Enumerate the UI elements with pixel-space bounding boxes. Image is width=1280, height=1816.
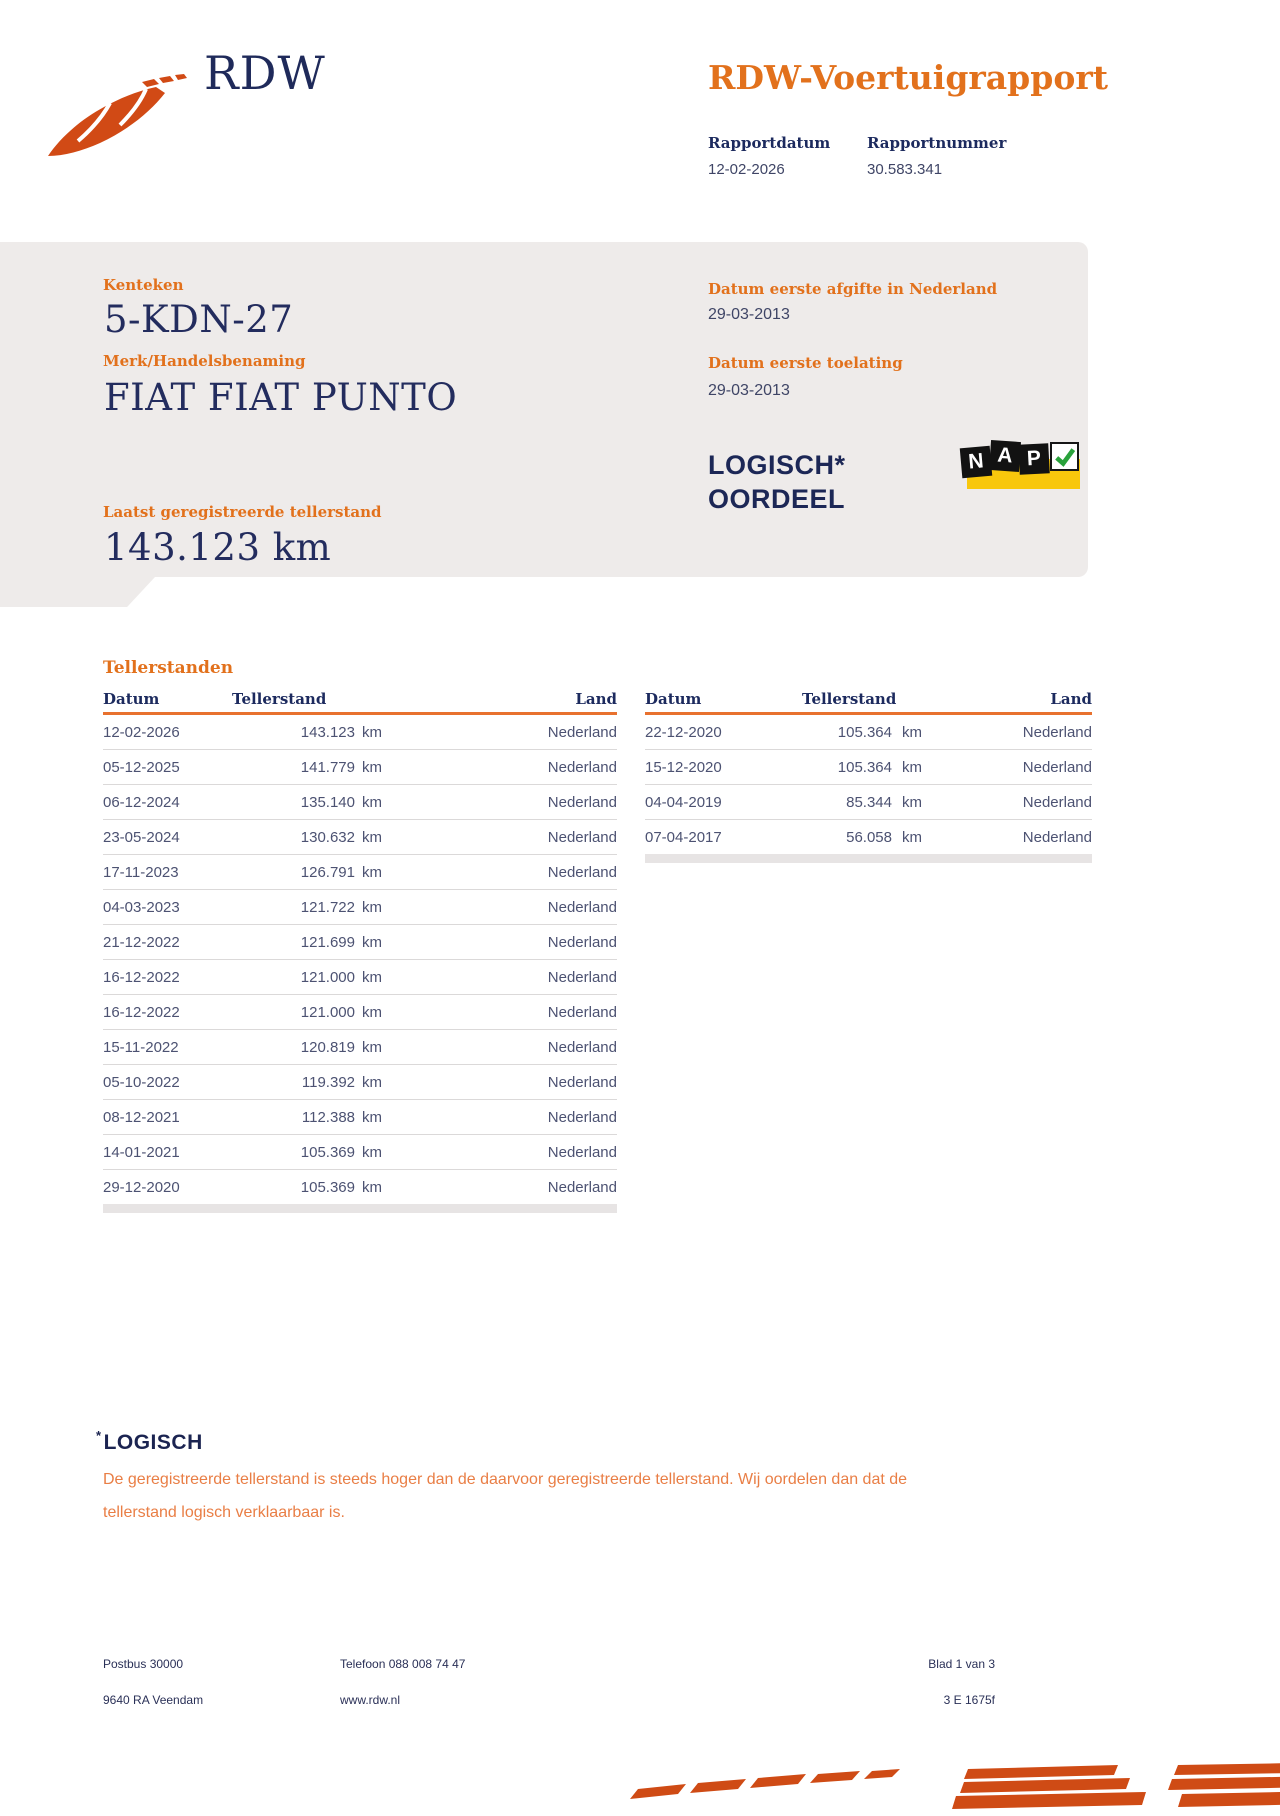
cell-datum: 15-11-2022 xyxy=(103,1038,179,1056)
column-header-tellerstand: Tellerstand xyxy=(802,690,897,708)
cell-datum: 16-12-2022 xyxy=(103,968,180,986)
cell-land: Nederland xyxy=(1022,758,1092,776)
cell-tellerstand xyxy=(232,829,382,846)
cell-datum: 04-04-2019 xyxy=(645,793,722,811)
footer-postbus: Postbus 30000 xyxy=(103,1657,184,1671)
cell-land: Nederland xyxy=(547,1038,617,1056)
km-unit: km xyxy=(362,793,382,811)
cell-land: Nederland xyxy=(547,1003,617,1021)
table-row xyxy=(103,1030,617,1065)
cell-land: Nederland xyxy=(1022,793,1092,811)
document-title: RDW-Voertuigrapport xyxy=(708,58,1108,97)
km-unit: km xyxy=(362,1003,382,1021)
datum-eerste-toelating-value: 29-03-2013 xyxy=(708,382,790,399)
table-row xyxy=(103,750,617,785)
cell-tellerstand xyxy=(232,1179,382,1196)
merk-value: FIAT FIAT PUNTO xyxy=(104,376,458,419)
cell-datum: 07-04-2017 xyxy=(645,828,722,846)
column-header-datum: Datum xyxy=(103,690,160,708)
table-row xyxy=(645,785,1092,820)
footer-website: www.rdw.nl xyxy=(340,1693,401,1707)
km-value: 56.058 xyxy=(846,828,892,846)
table-header-row xyxy=(103,690,617,715)
cell-datum: 21-12-2022 xyxy=(103,933,180,951)
km-value: 105.369 xyxy=(300,1178,355,1196)
cell-tellerstand xyxy=(232,724,382,741)
km-unit: km xyxy=(362,863,382,881)
km-unit: km xyxy=(902,793,922,811)
asterisk: * xyxy=(96,1428,102,1443)
cell-datum: 05-12-2025 xyxy=(103,758,180,776)
km-unit: km xyxy=(362,1108,382,1126)
km-unit: km xyxy=(362,828,382,846)
cell-land: Nederland xyxy=(547,1073,617,1091)
laatste-tellerstand-value: 143.123 km xyxy=(104,526,332,569)
km-value: 105.364 xyxy=(837,723,892,741)
table-end-bar xyxy=(103,1204,617,1213)
cell-datum: 12-02-2026 xyxy=(103,723,180,741)
datum-eerste-afgifte-value: 29-03-2013 xyxy=(708,306,790,323)
table-row xyxy=(645,715,1092,750)
km-value: 105.369 xyxy=(300,1143,355,1161)
tire-track-graphic-icon xyxy=(630,1763,1280,1811)
cell-tellerstand xyxy=(232,934,382,951)
table-row xyxy=(103,715,617,750)
rapportnummer-block xyxy=(867,134,1006,178)
km-unit: km xyxy=(362,1073,382,1091)
nap-logo xyxy=(961,438,1081,492)
km-unit: km xyxy=(362,1038,382,1056)
km-value: 141.779 xyxy=(300,758,355,776)
cell-land: Nederland xyxy=(547,828,617,846)
cell-datum: 05-10-2022 xyxy=(103,1073,180,1091)
column-header-land: Land xyxy=(1050,690,1092,708)
table-row xyxy=(103,1170,617,1204)
kenteken-label: Kenteken xyxy=(103,276,184,294)
km-unit: km xyxy=(362,898,382,916)
oordeel-line1: LOGISCH* xyxy=(708,450,846,480)
km-unit: km xyxy=(362,1143,382,1161)
table-row xyxy=(103,890,617,925)
logisch-explanation-body: De geregistreerde tellerstand is steeds hoger dan de daarvoor geregistreerde tellerstand. Wij oordelen dan dat de tellerstand logisch verklaarbaar is. xyxy=(103,1471,908,1521)
logisch-explanation-title xyxy=(96,1428,203,1455)
cell-tellerstand xyxy=(232,899,382,916)
explanation-title-text: LOGISCH xyxy=(103,1431,203,1454)
km-value: 130.632 xyxy=(300,828,355,846)
column-header-datum: Datum xyxy=(645,690,702,708)
km-unit: km xyxy=(362,968,382,986)
cell-tellerstand xyxy=(232,794,382,811)
km-unit: km xyxy=(362,723,382,741)
nap-checkmark-icon xyxy=(1050,442,1079,471)
km-unit: km xyxy=(902,758,922,776)
table-header-row xyxy=(645,690,1092,715)
table-row xyxy=(103,785,617,820)
rapportdatum-value: 12-02-2026 xyxy=(708,161,785,178)
cell-tellerstand xyxy=(802,759,922,776)
cell-tellerstand xyxy=(232,1144,382,1161)
tellerstanden-table-left xyxy=(103,690,617,1213)
table-row xyxy=(103,820,617,855)
cell-datum: 17-11-2023 xyxy=(103,863,179,881)
cell-land: Nederland xyxy=(547,758,617,776)
rapportnummer-value: 30.583.341 xyxy=(867,161,943,178)
cell-datum: 29-12-2020 xyxy=(103,1178,180,1196)
cell-land: Nederland xyxy=(547,863,617,881)
kenteken-value: 5-KDN-27 xyxy=(104,298,294,341)
footer-postcode: 9640 RA Veendam xyxy=(103,1693,204,1707)
cell-land: Nederland xyxy=(547,898,617,916)
cell-datum: 22-12-2020 xyxy=(645,723,722,741)
cell-land: Nederland xyxy=(1022,723,1092,741)
table-row xyxy=(103,995,617,1030)
rapportnummer-label: Rapportnummer xyxy=(867,134,1007,152)
cell-land: Nederland xyxy=(1022,828,1092,846)
km-value: 120.819 xyxy=(300,1038,355,1056)
oordeel-line2: OORDEEL xyxy=(708,484,846,514)
km-value: 126.791 xyxy=(300,863,355,881)
rdw-logo-swoosh-icon xyxy=(46,74,188,158)
km-value: 105.364 xyxy=(837,758,892,776)
km-value: 85.344 xyxy=(846,793,892,811)
cell-land: Nederland xyxy=(547,723,617,741)
cell-tellerstand xyxy=(802,724,922,741)
km-value: 121.000 xyxy=(300,968,355,986)
tellerstanden-section-title: Tellerstanden xyxy=(103,658,234,678)
rdw-logo-text: RDW xyxy=(204,46,326,100)
tellerstanden-table-right xyxy=(645,690,1092,863)
cell-tellerstand xyxy=(232,1039,382,1056)
footer-telefoon: Telefoon 088 008 74 47 xyxy=(340,1657,466,1671)
table-row xyxy=(103,960,617,995)
column-header-land: Land xyxy=(575,690,617,708)
cell-tellerstand xyxy=(232,864,382,881)
oordeel-text xyxy=(708,448,846,516)
km-value: 135.140 xyxy=(300,793,355,811)
table-row xyxy=(103,855,617,890)
cell-land: Nederland xyxy=(547,1178,617,1196)
km-value: 121.000 xyxy=(300,1003,355,1021)
km-unit: km xyxy=(902,828,922,846)
datum-eerste-afgifte-label: Datum eerste afgifte in Nederland xyxy=(708,280,998,298)
cell-datum: 16-12-2022 xyxy=(103,1003,180,1021)
footer-page-number: Blad 1 van 3 xyxy=(928,1657,995,1671)
km-value: 121.699 xyxy=(300,933,355,951)
merk-label: Merk/Handelsbenaming xyxy=(103,352,306,370)
cell-datum: 06-12-2024 xyxy=(103,793,180,811)
km-value: 119.392 xyxy=(301,1073,355,1091)
km-unit: km xyxy=(362,1178,382,1196)
cell-tellerstand xyxy=(232,1074,382,1091)
vehicle-summary-panel xyxy=(0,242,1088,577)
cell-tellerstand xyxy=(232,1004,382,1021)
table-row xyxy=(103,925,617,960)
cell-tellerstand xyxy=(802,829,922,846)
cell-datum: 04-03-2023 xyxy=(103,898,180,916)
cell-tellerstand xyxy=(232,969,382,986)
km-value: 143.123 xyxy=(300,723,355,741)
cell-tellerstand xyxy=(232,759,382,776)
datum-eerste-toelating-label: Datum eerste toelating xyxy=(708,354,903,372)
km-unit: km xyxy=(362,933,382,951)
table-row xyxy=(103,1065,617,1100)
cell-land: Nederland xyxy=(547,1143,617,1161)
table-row xyxy=(645,820,1092,854)
cell-tellerstand xyxy=(802,794,922,811)
cell-tellerstand xyxy=(232,1109,382,1126)
table-row xyxy=(103,1135,617,1170)
km-value: 121.722 xyxy=(300,898,355,916)
cell-datum: 14-01-2021 xyxy=(103,1143,180,1161)
laatste-tellerstand-label: Laatst geregistreerde tellerstand xyxy=(103,503,382,521)
column-header-tellerstand: Tellerstand xyxy=(232,690,327,708)
km-unit: km xyxy=(902,723,922,741)
cell-land: Nederland xyxy=(547,933,617,951)
table-row xyxy=(103,1100,617,1135)
cell-land: Nederland xyxy=(547,793,617,811)
rapportdatum-block xyxy=(708,134,830,178)
table-row xyxy=(645,750,1092,785)
km-value: 112.388 xyxy=(301,1108,355,1126)
cell-datum: 23-05-2024 xyxy=(103,828,180,846)
rapportdatum-label: Rapportdatum xyxy=(708,134,831,152)
table-end-bar xyxy=(645,854,1092,863)
cell-datum: 15-12-2020 xyxy=(645,758,722,776)
km-unit: km xyxy=(362,758,382,776)
nap-tile-a: A xyxy=(989,440,1021,472)
cell-land: Nederland xyxy=(547,1108,617,1126)
footer-form-code: 3 E 1675f xyxy=(943,1693,995,1707)
cell-land: Nederland xyxy=(547,968,617,986)
nap-tile-p: P xyxy=(1018,443,1050,475)
cell-datum: 08-12-2021 xyxy=(103,1108,180,1126)
nap-tile-n: N xyxy=(960,446,993,479)
